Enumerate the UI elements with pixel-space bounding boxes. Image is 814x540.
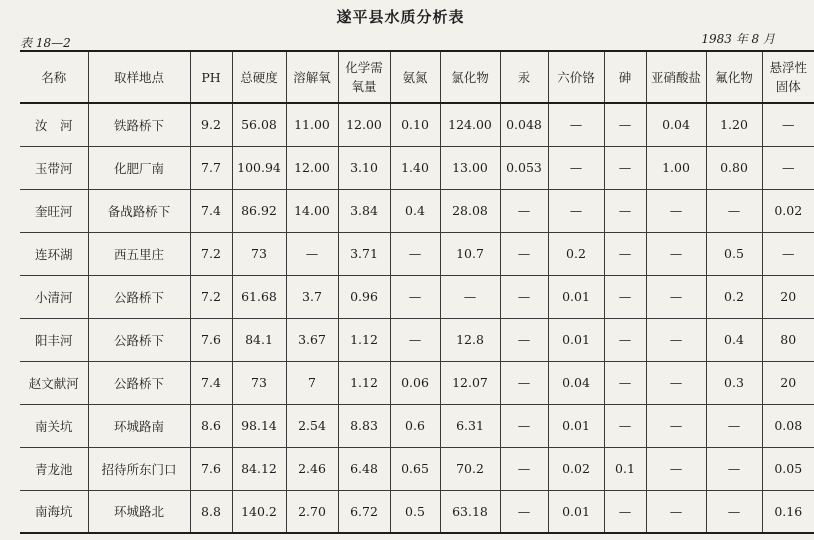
measurement-cell: 0.01	[548, 275, 604, 318]
measurement-cell: 0.02	[762, 189, 814, 232]
measurement-cell: —	[500, 275, 548, 318]
column-header	[338, 51, 390, 103]
column-header-text: 总硬度	[240, 69, 278, 85]
measurement-cell: —	[548, 189, 604, 232]
sampling-site: 公路桥下	[88, 361, 190, 404]
measurement-cell: 73	[232, 232, 286, 275]
measurement-cell: 6.31	[440, 404, 500, 447]
measurement-cell: —	[604, 146, 646, 189]
table-row	[20, 490, 814, 533]
column-header-text: 六价铬	[557, 69, 595, 85]
measurement-cell: 140.2	[232, 490, 286, 533]
measurement-cell: —	[500, 189, 548, 232]
column-header	[232, 51, 286, 103]
measurement-cell: 100.94	[232, 146, 286, 189]
measurement-cell: 0.01	[548, 490, 604, 533]
measurement-cell: 0.6	[390, 404, 440, 447]
water-body-name: 小清河	[20, 275, 88, 318]
measurement-cell: 73	[232, 361, 286, 404]
measurement-cell: 9.2	[190, 103, 232, 146]
measurement-cell: 7.2	[190, 275, 232, 318]
table-row	[20, 404, 814, 447]
column-header	[706, 51, 762, 103]
column-header-text: 取样地点	[113, 69, 164, 85]
measurement-cell: 0.65	[390, 447, 440, 490]
measurement-cell: —	[646, 447, 706, 490]
measurement-cell: —	[548, 146, 604, 189]
measurement-cell: 3.10	[338, 146, 390, 189]
measurement-cell: 12.00	[338, 103, 390, 146]
column-header	[604, 51, 646, 103]
table-row	[20, 447, 814, 490]
column-header	[440, 51, 500, 103]
measurement-cell: —	[604, 189, 646, 232]
table-body	[20, 103, 814, 533]
measurement-cell: —	[646, 318, 706, 361]
measurement-cell: 0.08	[762, 404, 814, 447]
column-header-text: 名称	[41, 69, 67, 85]
measurement-cell: 2.70	[286, 490, 338, 533]
sampling-site: 西五里庄	[88, 232, 190, 275]
table-row	[20, 103, 814, 146]
sampling-site: 环城路北	[88, 490, 190, 533]
measurement-cell: —	[604, 232, 646, 275]
water-body-name: 汝 河	[20, 103, 88, 146]
column-header-text: 砷	[618, 69, 632, 85]
measurement-cell: 0.01	[548, 318, 604, 361]
measurement-cell: 8.83	[338, 404, 390, 447]
measurement-cell: 3.84	[338, 189, 390, 232]
measurement-cell: 0.05	[762, 447, 814, 490]
column-header-text: 固体	[775, 79, 801, 94]
measurement-cell: 0.1	[604, 447, 646, 490]
measurement-cell: 6.72	[338, 490, 390, 533]
sampling-site: 备战路桥下	[88, 189, 190, 232]
measurement-cell: —	[706, 189, 762, 232]
measurement-cell: 8.8	[190, 490, 232, 533]
table-date: 1983 年 8 月	[701, 32, 775, 46]
measurement-cell: 7.6	[190, 447, 232, 490]
measurement-cell: —	[646, 490, 706, 533]
measurement-cell: 20	[762, 275, 814, 318]
measurement-cell: 0.048	[500, 103, 548, 146]
measurement-cell: —	[762, 232, 814, 275]
column-header-text: PH	[201, 69, 221, 85]
measurement-cell: 7	[286, 361, 338, 404]
measurement-cell: —	[706, 404, 762, 447]
water-body-name: 奎旺河	[20, 189, 88, 232]
measurement-cell: —	[500, 361, 548, 404]
measurement-cell: 0.04	[548, 361, 604, 404]
table-row	[20, 232, 814, 275]
measurement-cell: —	[286, 232, 338, 275]
measurement-cell: 0.5	[706, 232, 762, 275]
measurement-cell: 3.71	[338, 232, 390, 275]
measurement-cell: 124.00	[440, 103, 500, 146]
measurement-cell: 0.10	[390, 103, 440, 146]
measurement-cell: 0.01	[548, 404, 604, 447]
measurement-cell: —	[646, 404, 706, 447]
measurement-cell: 7.6	[190, 318, 232, 361]
measurement-cell: 20	[762, 361, 814, 404]
column-header-text: 化学需	[345, 60, 383, 75]
measurement-cell: 70.2	[440, 447, 500, 490]
measurement-cell: —	[646, 361, 706, 404]
column-header-text: 氯化物	[451, 69, 489, 85]
measurement-cell: —	[762, 103, 814, 146]
measurement-cell: —	[646, 232, 706, 275]
measurement-cell: 8.6	[190, 404, 232, 447]
measurement-cell: 0.4	[390, 189, 440, 232]
table-row	[20, 318, 814, 361]
measurement-cell: 0.80	[706, 146, 762, 189]
water-body-name: 玉带河	[20, 146, 88, 189]
measurement-cell: 0.3	[706, 361, 762, 404]
measurement-cell: 3.67	[286, 318, 338, 361]
measurement-cell: —	[604, 490, 646, 533]
column-header	[390, 51, 440, 103]
column-header	[500, 51, 548, 103]
measurement-cell: 0.053	[500, 146, 548, 189]
measurement-cell: —	[706, 447, 762, 490]
column-header	[20, 51, 88, 103]
measurement-cell: 0.04	[646, 103, 706, 146]
measurement-cell: 10.7	[440, 232, 500, 275]
measurement-cell: 11.00	[286, 103, 338, 146]
measurement-cell: —	[604, 318, 646, 361]
measurement-cell: 2.54	[286, 404, 338, 447]
measurement-cell: 7.2	[190, 232, 232, 275]
measurement-cell: 0.4	[706, 318, 762, 361]
measurement-cell: —	[646, 275, 706, 318]
column-header-text: 溶解氧	[293, 69, 331, 85]
measurement-cell: 84.12	[232, 447, 286, 490]
measurement-cell: —	[500, 447, 548, 490]
measurement-cell: 80	[762, 318, 814, 361]
column-header	[190, 51, 232, 103]
measurement-cell: —	[604, 275, 646, 318]
column-header-text: 氟化物	[715, 69, 753, 85]
measurement-cell: 7.4	[190, 361, 232, 404]
measurement-cell: —	[762, 146, 814, 189]
sampling-site: 化肥厂南	[88, 146, 190, 189]
header-row	[20, 51, 814, 103]
measurement-cell: 2.46	[286, 447, 338, 490]
sampling-site: 铁路桥下	[88, 103, 190, 146]
measurement-cell: 0.5	[390, 490, 440, 533]
water-body-name: 青龙池	[20, 447, 88, 490]
sampling-site: 公路桥下	[88, 275, 190, 318]
measurement-cell: 1.12	[338, 318, 390, 361]
measurement-cell: 1.40	[390, 146, 440, 189]
measurement-cell: 14.00	[286, 189, 338, 232]
measurement-cell: —	[440, 275, 500, 318]
measurement-cell: 1.20	[706, 103, 762, 146]
table-row	[20, 189, 814, 232]
column-header	[548, 51, 604, 103]
table-row	[20, 275, 814, 318]
column-header-text: 汞	[517, 69, 531, 85]
measurement-cell: 86.92	[232, 189, 286, 232]
sampling-site: 招待所东门口	[88, 447, 190, 490]
measurement-cell: 0.02	[548, 447, 604, 490]
measurement-cell: 12.8	[440, 318, 500, 361]
column-header	[88, 51, 190, 103]
water-body-name: 连环湖	[20, 232, 88, 275]
measurement-cell: 0.2	[548, 232, 604, 275]
column-header-text: 氧量	[351, 79, 377, 94]
column-header	[286, 51, 338, 103]
water-body-name: 南海坑	[20, 490, 88, 533]
table-row	[20, 146, 814, 189]
measurement-cell: —	[604, 103, 646, 146]
table-number: 表 18—2	[20, 36, 71, 50]
measurement-cell: 13.00	[440, 146, 500, 189]
sampling-site: 公路桥下	[88, 318, 190, 361]
measurement-cell: 63.18	[440, 490, 500, 533]
measurement-cell: 28.08	[440, 189, 500, 232]
measurement-cell: —	[500, 318, 548, 361]
water-body-name: 赵文献河	[20, 361, 88, 404]
measurement-cell: —	[390, 232, 440, 275]
measurement-cell: —	[604, 404, 646, 447]
measurement-cell: 7.7	[190, 146, 232, 189]
measurement-cell: —	[706, 490, 762, 533]
measurement-cell: 98.14	[232, 404, 286, 447]
measurement-cell: —	[646, 189, 706, 232]
measurement-cell: 56.08	[232, 103, 286, 146]
column-header	[646, 51, 706, 103]
measurement-cell: 12.07	[440, 361, 500, 404]
measurement-cell: 0.16	[762, 490, 814, 533]
water-body-name: 南关坑	[20, 404, 88, 447]
measurement-cell: —	[548, 103, 604, 146]
measurement-cell: 0.96	[338, 275, 390, 318]
measurement-cell: —	[500, 404, 548, 447]
column-header-text: 亚硝酸盐	[650, 69, 701, 85]
measurement-cell: 61.68	[232, 275, 286, 318]
measurement-cell: 1.00	[646, 146, 706, 189]
measurement-cell: 7.4	[190, 189, 232, 232]
column-header-text: 氨氮	[402, 69, 428, 85]
measurement-cell: —	[390, 275, 440, 318]
column-header-text: 悬浮性	[769, 60, 807, 75]
measurement-cell: 3.7	[286, 275, 338, 318]
table-row	[20, 361, 814, 404]
page-title: 遂平县水质分析表	[336, 8, 465, 26]
measurement-cell: —	[604, 361, 646, 404]
measurement-cell: 0.06	[390, 361, 440, 404]
measurement-cell: —	[500, 232, 548, 275]
column-header	[762, 51, 814, 103]
measurement-cell: —	[500, 490, 548, 533]
measurement-cell: 84.1	[232, 318, 286, 361]
measurement-cell: —	[390, 318, 440, 361]
measurement-cell: 1.12	[338, 361, 390, 404]
measurement-cell: 0.2	[706, 275, 762, 318]
measurement-cell: 12.00	[286, 146, 338, 189]
water-body-name: 阳丰河	[20, 318, 88, 361]
measurement-cell: 6.48	[338, 447, 390, 490]
water-quality-table	[20, 50, 814, 534]
sampling-site: 环城路南	[88, 404, 190, 447]
